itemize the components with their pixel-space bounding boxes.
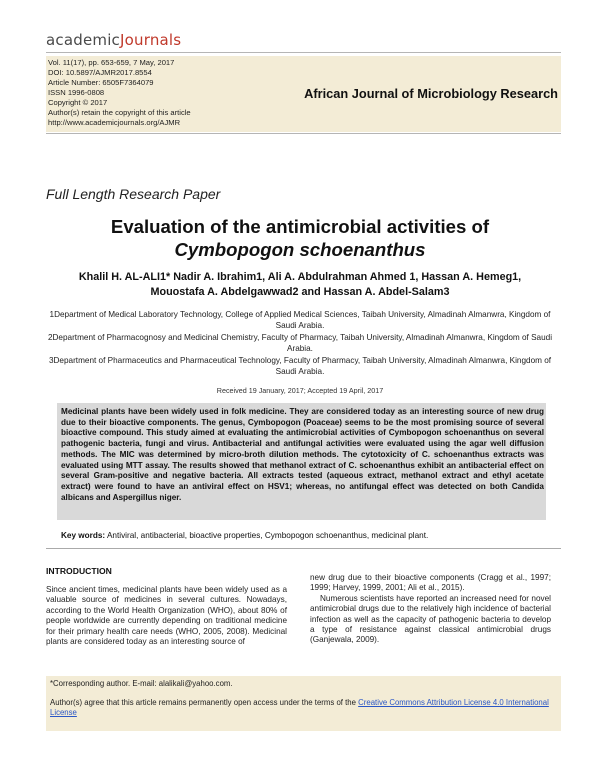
affiliations bbox=[40, 309, 560, 377]
received-dates: Received 19 January, 2017; Accepted 19 April, 2017 bbox=[216, 386, 384, 395]
journal-name: African Journal of Microbiology Research bbox=[304, 86, 558, 101]
keywords-divider bbox=[46, 548, 561, 549]
paper-title-line-2: Cymbopogon schoenanthus bbox=[174, 239, 426, 260]
section-heading-introduction: INTRODUCTION bbox=[46, 566, 112, 576]
paper-type: Full Length Research Paper bbox=[46, 186, 221, 202]
keywords-label: Key words: bbox=[61, 531, 106, 540]
keywords bbox=[61, 531, 551, 540]
intro-column-left: Since ancient times, medicinal plants have been widely used as a valuable source of medicines in several cultures. Nowadays, according to the World Health Organization (WHO), about 80% of people worldwide are currently depending on traditional medicine for their primary health care needs (WHO, 2005, 2008). Medicinal plants are considered today as an interesting source of bbox=[46, 585, 287, 647]
header-divider-bottom bbox=[46, 133, 561, 134]
meta-article-number: Article Number: 6505F7364079 bbox=[48, 78, 154, 87]
license-note bbox=[50, 698, 555, 718]
meta-volume: Vol. 11(17), pp. 653-659, 7 May, 2017 bbox=[48, 58, 175, 67]
affiliation-2: 2Department of Pharmacognosy and Medicinal Chemistry, Faculty of Pharmacy, Taibah University, Almadinah Almanwra, Kingdom of Saudi Arabia. bbox=[47, 332, 553, 354]
affiliation-3: 3Department of Pharmaceutics and Pharmaceutical Technology, Faculty of Pharmacy, Taibah University, Almadinah Almanwra, Kingdom of Saudi Arabia. bbox=[48, 355, 552, 377]
publisher-logo bbox=[46, 31, 181, 49]
intro-right-paragraph-1: new drug due to their bioactive components (Cragg et al., 1997; 1999; Harvey, 1999, 2001; Ali et al., 2015). bbox=[310, 573, 551, 593]
keywords-list: Antiviral, antibacterial, bioactive properties, Cymbopogon schoenanthus, medicinal plant. bbox=[106, 531, 429, 540]
meta-doi: DOI: 10.5897/AJMR2017.8554 bbox=[48, 68, 152, 77]
corresponding-author: *Corresponding author. E-mail: alalikali@yahoo.com. bbox=[50, 679, 233, 688]
meta-journal-url[interactable]: http://www.academicjournals.org/AJMR bbox=[48, 118, 181, 127]
authors-line-2: Mouostafa A. Abdelgawwad2 and Hassan A. Abdel-Salam3 bbox=[150, 286, 450, 298]
meta-rights: Author(s) retain the copyright of this article bbox=[48, 108, 191, 117]
logo-part-1: academic bbox=[46, 31, 121, 49]
authors-line-1: Khalil H. AL-ALI1* Nadir A. Ibrahim1, Ali A. Abdulrahman Ahmed 1, Hassan A. Hemeg1, bbox=[78, 271, 522, 283]
article-metadata bbox=[48, 58, 191, 128]
logo-part-2: Journals bbox=[120, 31, 182, 49]
license-link[interactable]: Creative Commons Attribution License 4.0 International License bbox=[50, 698, 549, 717]
affiliation-1: 1Department of Medical Laboratory Technology, College of Applied Medical Sciences, Taibah University, Almadinah Almanwra, Kingdom of Saudi Arabia. bbox=[49, 310, 551, 331]
paper-title-line-1: Evaluation of the antimicrobial activities of bbox=[110, 216, 490, 237]
abstract-text: Medicinal plants have been widely used in folk medicine. They are considered today as an interesting source of new drug due to their bioactive components. The genus, Cymbopogon (Poaceae) seems to be the most promising source of several bioactive compound. This study aimed at evaluating the antimicrobial activities of Cymbopogon schoenanthus on several pathogenic bacteria, fungi and virus. Antibacterial and antifungal activities were evaluated using the agar well diffusion methods. The MIC was determined by micro-broth dilution methods. The cytotoxicity of C. schoenanthus extracts was evaluated using MTT assay. The results showed that methanol extract of C. schoenanthus exhibit an antibacterial effect on several Gram-positive and negative bacteria. All extracts tested (aqueous extract, methanol extract and ethyl acetate extract) were found to have an antiviral effect on HSV1; whereas, no antifungal effect was detected on both Candida albicans and Aspergillus niger. bbox=[61, 407, 544, 502]
license-text: Author(s) agree that this article remains permanently open access under the terms of the bbox=[50, 698, 356, 707]
author-list bbox=[0, 270, 600, 300]
intro-right-paragraph-2: Numerous scientists have reported an increased need for novel antimicrobial drugs due to the relatively high incidence of bacterial infection as well as the capacity of pathogenic bacteria to develop a type of resistance against classical antimicrobial drugs (Ganjewala, 2009). bbox=[310, 593, 551, 645]
header-divider-top bbox=[46, 52, 561, 53]
meta-issn: ISSN 1996-0808 bbox=[48, 88, 105, 97]
intro-column-right bbox=[310, 573, 551, 646]
meta-copyright: Copyright © 2017 bbox=[48, 98, 108, 107]
